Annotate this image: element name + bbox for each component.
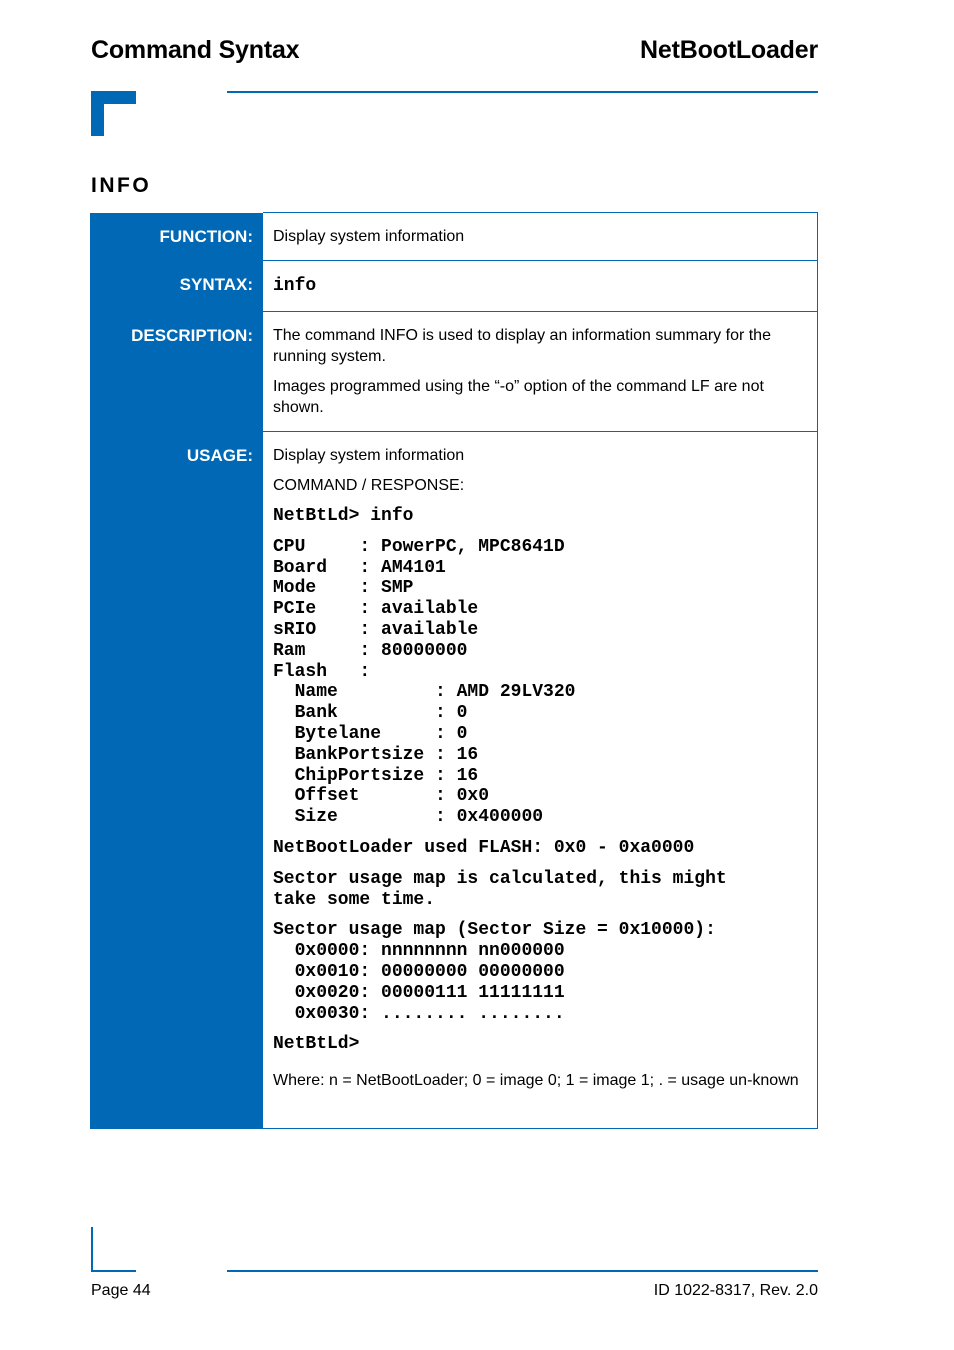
usage-label: USAGE: (90, 432, 263, 1129)
syntax-row (90, 261, 818, 312)
description-paragraph-2: Images programmed using the “-o” option of the command LF are not shown. (273, 378, 764, 416)
description-paragraph-1: The command INFO is used to display an information summary for the running system. (273, 327, 771, 365)
function-text: Display system information (263, 213, 818, 261)
header-rule (227, 91, 818, 93)
command-table (90, 212, 818, 1129)
command-heading: INFO (91, 174, 152, 197)
usage-row (90, 432, 818, 1129)
description-label: DESCRIPTION: (90, 312, 263, 432)
syntax-text: info (273, 276, 317, 296)
function-label: FUNCTION: (90, 213, 263, 261)
usage-legend-note: Where: n = NetBootLoader; 0 = image 0; 1 = image 1; . = usage un-known (273, 1072, 799, 1090)
page-number: Page 44 (91, 1282, 151, 1299)
console-sector-map: Sector usage map (Sector Size = 0x10000): 0x0000: nnnnnnnn nn000000 0x0010: 00000000 00000000 0x0020: 00000111 11111111 0x0030: ........ ........ (273, 920, 716, 1024)
usage-intro: Display system information (273, 447, 465, 464)
description-row (90, 312, 818, 432)
console-system-info: CPU : PowerPC, MPC8641D Board : AM4101 Mode : SMP PCIe : available sRIO : available Ram : 80000000 Flash : Name : AMD 29LV320 Bank : 0 Bytelane : 0 BankPortsize : 16 ChipPortsize : 16 Offset : 0x0 Size : 0x400000 (273, 536, 576, 828)
header-product-title: NetBootLoader (640, 36, 818, 64)
corner-bracket-icon (91, 91, 136, 136)
console-final-prompt: NetBtLd> (273, 1034, 360, 1055)
console-flash-used: NetBootLoader used FLASH: 0x0 - 0xa0000 (273, 837, 695, 858)
function-row (90, 213, 818, 261)
document-id: ID 1022-8317, Rev. 2.0 (653, 1282, 818, 1299)
console-prompt-command: NetBtLd> info (273, 506, 414, 526)
footer-rule (227, 1270, 818, 1272)
header-section-title: Command Syntax (91, 36, 300, 64)
usage-command-response-label: COMMAND / RESPONSE: (273, 477, 465, 494)
console-sector-note: Sector usage map is calculated, this might take some time. (273, 868, 727, 910)
footer-bracket-icon (91, 1227, 136, 1272)
syntax-label: SYNTAX: (90, 261, 263, 312)
